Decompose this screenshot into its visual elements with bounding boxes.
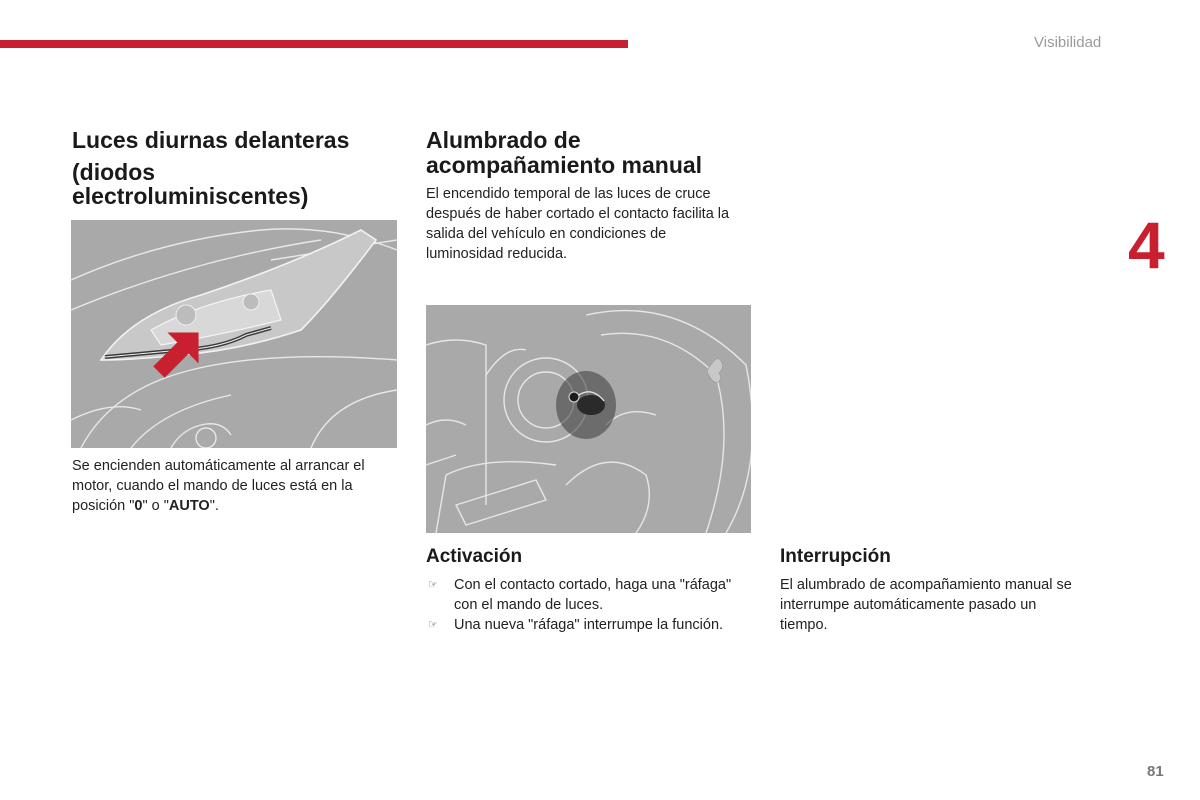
heading-manual-guide-line2: acompañamiento manual xyxy=(426,152,703,178)
heading-daytime-lights-line3: electroluminiscentes) xyxy=(72,183,309,209)
heading-manual-guide-line1: Alumbrado de xyxy=(426,127,581,153)
chapter-number: 4 xyxy=(1128,208,1165,282)
heading-daytime-lights-line1: Luces diurnas delanteras xyxy=(72,127,350,153)
daytime-lights-description: Se encienden automáticamente al arrancar el motor, cuando el mando de luces está en la posición "0" o "AUTO". xyxy=(72,458,365,514)
pointing-hand-icon: ☞ xyxy=(428,579,438,591)
page-number: 81 xyxy=(1147,763,1164,780)
list-item: ☞ Una nueva "ráfaga" interrumpe la función. xyxy=(428,617,724,633)
header-accent-bar xyxy=(0,40,628,48)
steering-stalk-illustration xyxy=(426,305,751,533)
list-item: ☞ Con el contacto cortado, haga una "ráfaga" con el mando de luces. xyxy=(428,577,732,613)
headlight-illustration xyxy=(71,220,397,448)
pointing-hand-icon: ☞ xyxy=(428,619,438,631)
heading-daytime-lights-line2: (diodos xyxy=(72,159,156,185)
interruption-description: El alumbrado de acompañamiento manual se interrumpe automáticamente pasado un tiempo. xyxy=(780,577,1072,633)
section-title: Visibilidad xyxy=(1034,34,1102,51)
heading-interruption: Interrupción xyxy=(780,546,891,567)
activation-steps xyxy=(426,575,756,635)
heading-activation: Activación xyxy=(426,546,523,567)
manual-guide-intro: El encendido temporal de las luces de cruce después de haber cortado el contacto facilita la salida del vehículo en condiciones de luminosidad reducida. xyxy=(426,186,730,262)
